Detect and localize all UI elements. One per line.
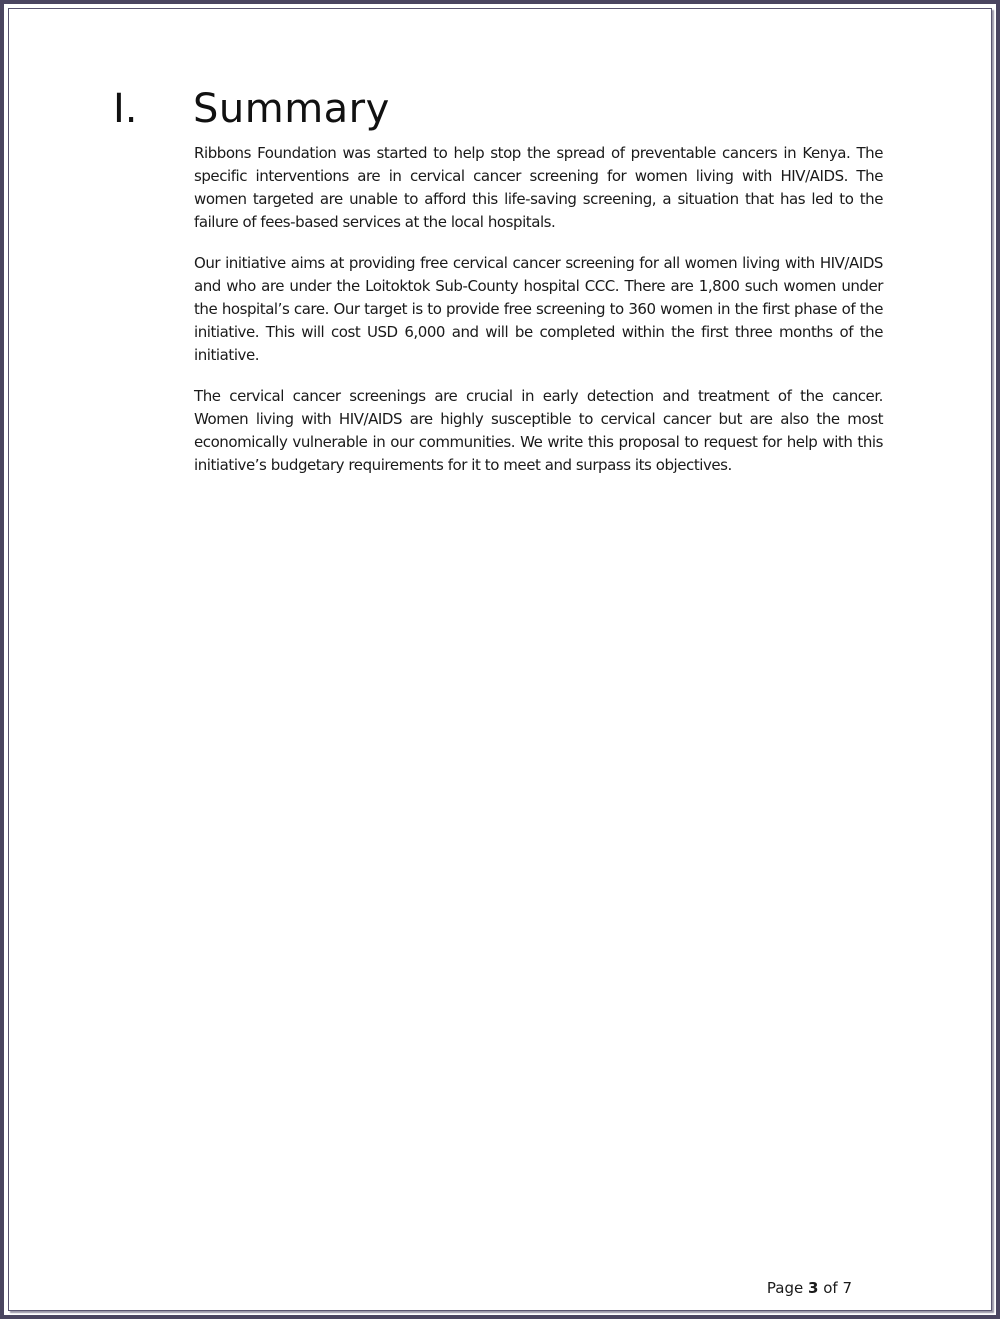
section-number: I.: [113, 86, 138, 132]
paragraph: Ribbons Foundation was started to help stop the spread of preventable cancers in Kenya. The specific interventions are in cervical cancer screening for women living with HIV/AIDS. The women targeted are unable to afford this life-saving screening, a situation that has led to the failure of fees-based services at the local hospitals.: [194, 144, 883, 231]
page-label: Page: [766, 1279, 804, 1297]
paragraph: The cervical cancer screenings are crucial in early detection and treatment of the cancer. Women living with HIV/AIDS are highly susceptible to cervical cancer but are also the most economically vulnerable in our communities. We write this proposal to request for help with this initiative’s budgetary requirements for it to meet and surpass its objectives.: [194, 387, 883, 474]
of-label: of: [823, 1279, 838, 1297]
page-footer: [767, 1279, 852, 1297]
section-heading: [113, 86, 390, 138]
total-pages-number: 7: [842, 1279, 852, 1297]
current-page-number: 3: [807, 1279, 819, 1297]
section-body: [194, 142, 883, 495]
section-title: Summary: [193, 86, 390, 132]
paragraph: Our initiative aims at providing free cervical cancer screening for all women living with HIV/AIDS and who are under the Loitoktok Sub-County hospital CCC. There are 1,800 such women under the hospital’s care. Our target is to provide free screening to 360 women in the first phase of the initiative. This will cost USD 6,000 and will be completed within the first three months of the initiative.: [194, 254, 883, 364]
